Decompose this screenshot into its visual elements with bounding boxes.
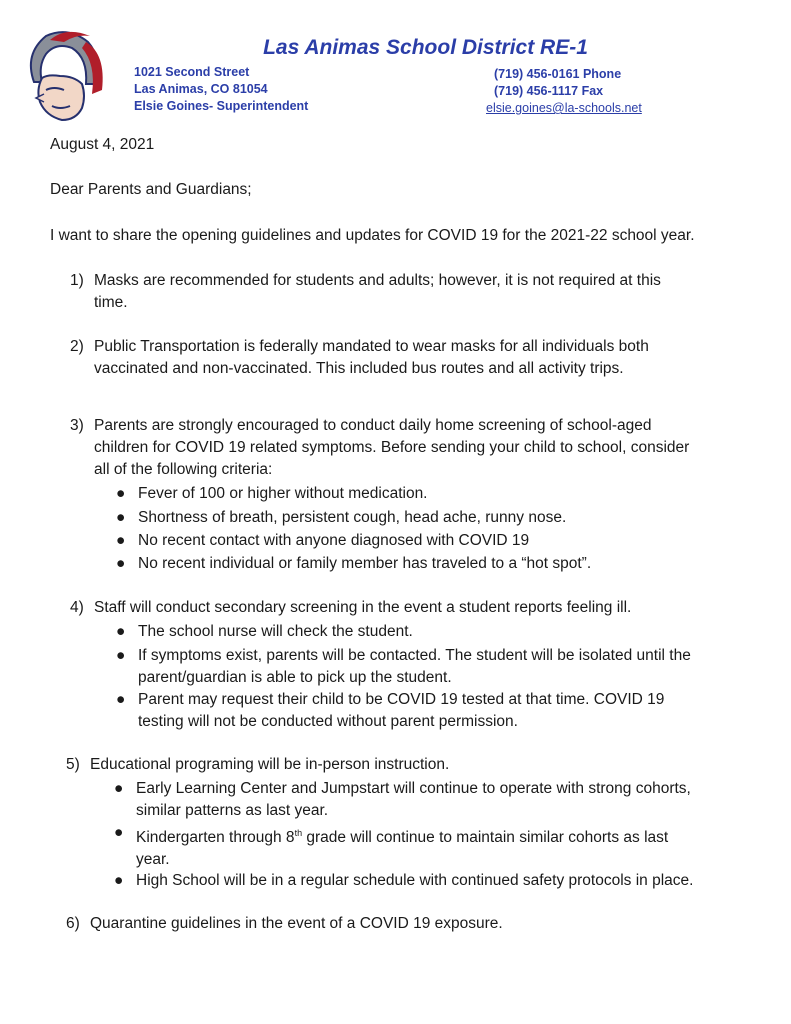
item-text-line: children for COVID 19 related symptoms. Before sending your child to school, consider [94,439,690,456]
bullet-dot-icon: ● [116,485,126,502]
item-text-line: Parents are strongly encouraged to conduct daily home screening of school-aged [94,417,652,434]
fax-number: (719) 456-1117 Fax [494,84,604,98]
superintendent-name: Elsie Goines- Superintendent [134,99,309,113]
salutation: Dear Parents and Guardians; [50,181,252,198]
bullet-dot-icon: ● [114,780,124,797]
item-number: 2) [70,338,84,355]
bullet-dot-icon: ● [114,872,124,889]
item-text-line: Public Transportation is federally mandated to wear masks for all individuals both [94,338,649,355]
contact-block [486,66,642,117]
item-number: 5) [66,756,80,773]
item-text-line: Quarantine guidelines in the event of a COVID 19 exposure. [90,915,503,932]
bullet-item: ● Parent may request their child to be COVID 19 tested at that time. COVID 19 testing will not be conducted without parent permission. [116,691,665,730]
item-text-line: Masks are recommended for students and adults; however, it is not required at this [94,272,661,289]
intro-paragraph: I want to share the opening guidelines and updates for COVID 19 for the 2021-22 school year. [50,227,695,244]
item-text-line: Staff will conduct secondary screening in the event a student reports feeling ill. [94,599,632,616]
bullet-dot-icon: ● [116,647,126,664]
item-number: 4) [70,599,84,616]
item-number: 3) [70,417,84,434]
bullet-item: ● If symptoms exist, parents will be contacted. The student will be isolated until the parent/guardian is able to pick up the student. [116,647,691,686]
bullet-dot-icon: ● [116,555,126,572]
address-line-1: 1021 Second Street [134,65,250,79]
bullet-dot-icon: ● [116,509,126,526]
bullet-item: ● No recent individual or family member has traveled to a “hot spot”. [138,553,591,575]
item-text-line: all of the following criteria: [94,461,273,478]
phone-number: (719) 456-0161 Phone [494,67,622,81]
email-link[interactable]: elsie.goines@la-schools.net [486,101,642,115]
address-block [134,64,308,115]
item-text-line: time. [94,294,128,311]
item-number: 6) [66,915,80,932]
bullet-item: ● The school nurse will check the student. [138,621,413,643]
bullet-dot-icon: ● [116,623,126,640]
bullet-dot-icon: ● [114,824,124,841]
address-line-2: Las Animas, CO 81054 [134,82,268,96]
bullet-item: ● High School will be in a regular schedule with continued safety protocols in place. [136,870,693,892]
item-text-line: vaccinated and non-vaccinated. This included bus routes and all activity trips. [94,360,624,377]
bullet-item: ● Early Learning Center and Jumpstart will continue to operate with strong cohorts, similar patterns as last year. [114,780,691,819]
item-text-line: Educational programing will be in-person instruction. [90,756,450,773]
bullet-item: ● Shortness of breath, persistent cough, head ache, runny nose. [138,507,566,529]
item-number: 1) [70,272,84,289]
letter-date: August 4, 2021 [50,136,155,153]
bullet-item: ● Kindergarten through 8th grade will continue to maintain similar cohorts as last year. [114,824,669,869]
district-name: Las Animas School District RE-1 [263,36,588,59]
bullet-item: ● Fever of 100 or higher without medication. [138,483,428,505]
bullet-dot-icon: ● [116,532,126,549]
bullet-item: ● No recent contact with anyone diagnosed with COVID 19 [138,530,529,552]
bullet-dot-icon: ● [116,691,126,708]
